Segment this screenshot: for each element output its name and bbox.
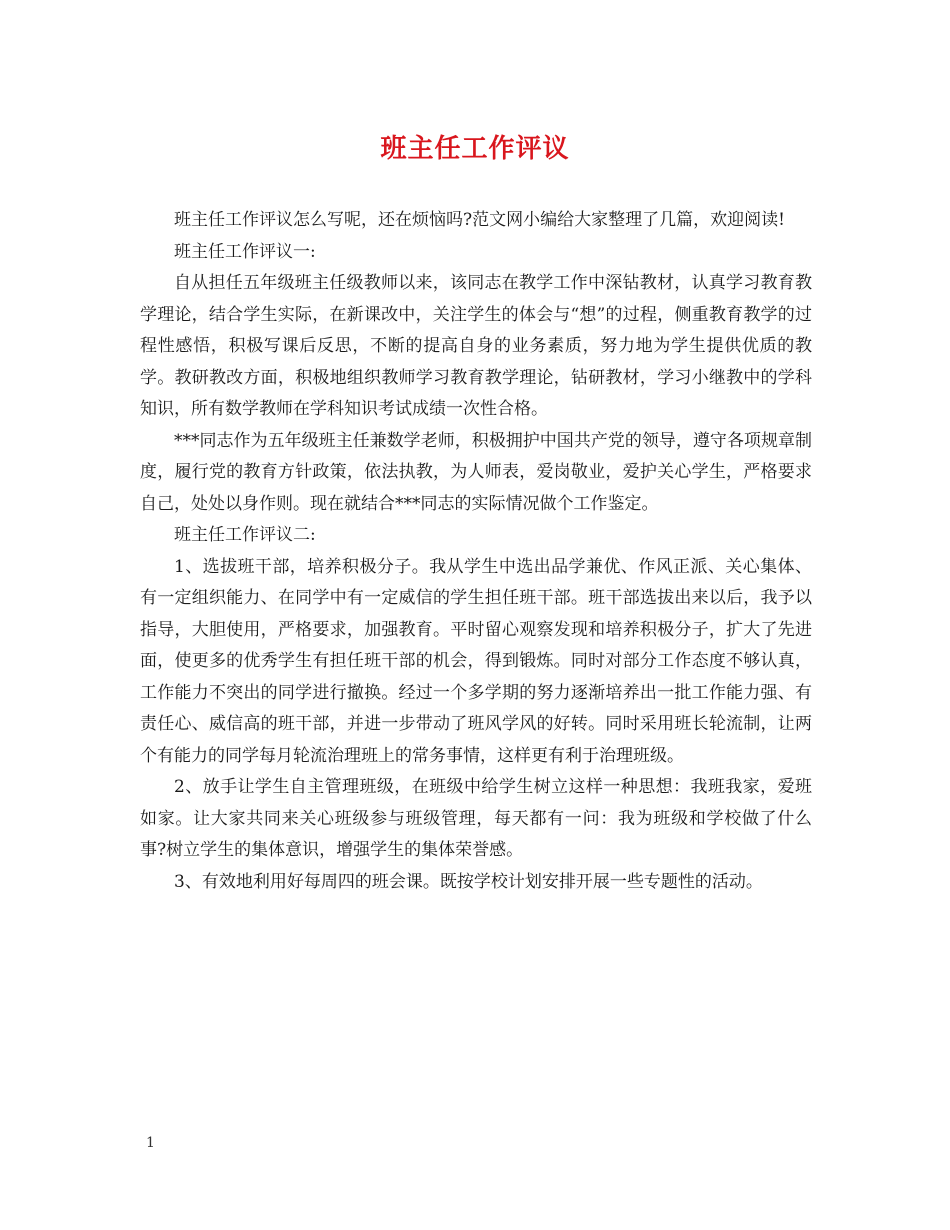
list-item-1: 1、选拔班干部，培养积极分子。我从学生中选出品学兼优、作风正派、关心集体、有一定组织能力、在同学中有一定威信的学生担任班干部。班干部选拔出来以后，我予以指导，大胆使用，严格要求，加强教育。平时留心观察发现和培养积极分子，扩大了先进面，使更多的优秀学生有担任班干部的机会，得到锻炼。同时对部分工作态度不够认真，工作能力不突出的同学进行撤换。经过一个多学期的努力逐渐培养出一批工作能力强、有责任心、威信高的班干部，并进一步带动了班风学风的好转。同时采用班长轮流制，让两个有能力的同学每月轮流治理班上的常务事情，这样更有利于治理班级。 (140, 556, 812, 766)
document-title: 班主任工作评议 (380, 134, 570, 164)
list-item-2: 2、放手让学生自主管理班级，在班级中给学生树立这样一种思想：我班我家，爱班如家。让大家共同来关心班级参与班级管理，每天都有一问：我为班级和学校做了什么事?树立学生的集体意识，增强学生的集体荣誉感。 (140, 777, 812, 860)
paragraph: 自从担任五年级班主任级教师以来，该同志在教学工作中深钻教材，认真学习教育教学理论，结合学生实际，在新课改中，关注学生的体会与“想”的过程，侧重教育教学的过程性感悟，积极写课后反思，不断的提高自身的业务素质，努力地为学生提供优质的教学。教研教改方面，积极地组织教师学习教育教学理论，钻研教材，学习小继教中的学科知识，所有数学教师在学科知识考试成绩一次性合格。 (140, 273, 812, 419)
list-item-3: 3、有效地利用好每周四的班会课。既按学校计划安排开展一些专题性的活动。 (174, 871, 763, 892)
section-heading-one: 班主任工作评议一: (174, 241, 316, 262)
document-body (140, 205, 812, 898)
section-heading-two: 班主任工作评议二: (174, 525, 316, 545)
page-number: 1 (146, 1135, 155, 1151)
intro-paragraph: 班主任工作评议怎么写呢，还在烦恼吗?范文网小编给大家整理了几篇，欢迎阅读! (174, 210, 785, 230)
paragraph: ***同志作为五年级班主任兼数学老师，积极拥护中国共产党的领导，遵守各项规章制度，履行党的教育方针政策，依法执教，为人师表，爱岗敬业，爱护关心学生，严格要求自己，处处以身作则。现在就结合***同志的实际情况做个工作鉴定。 (140, 430, 812, 514)
